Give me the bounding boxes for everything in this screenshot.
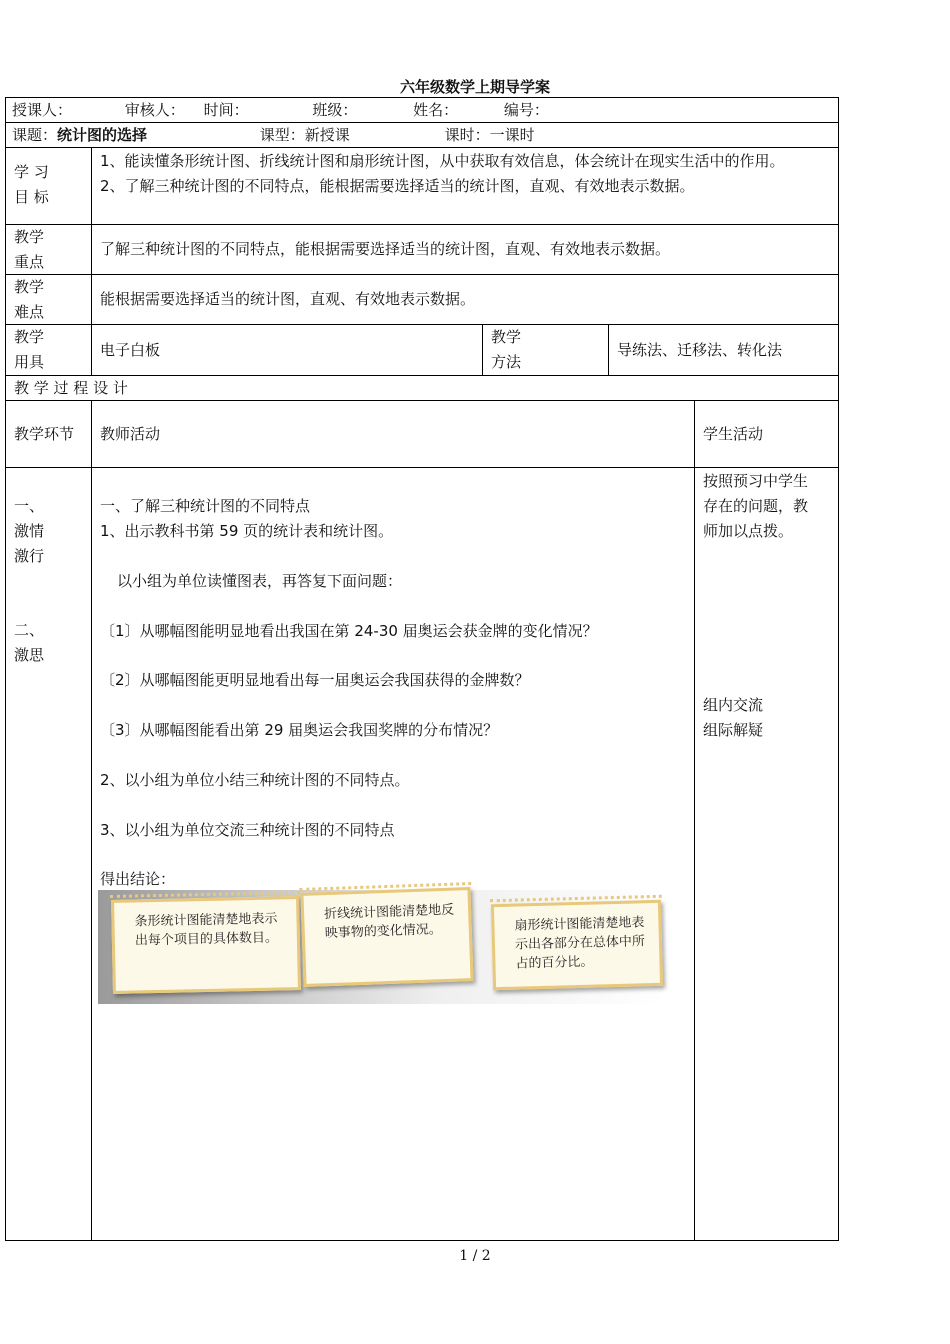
col-header-student: 学生活动 xyxy=(703,425,764,443)
line-chart-card xyxy=(300,887,473,987)
course-hours: 课时：一课时 xyxy=(444,126,535,144)
student-activity-line: 组内交流 xyxy=(703,696,764,714)
question-3: 〔3〕从哪幅图能看出第 29 届奥运会我国奖牌的分布情况？ xyxy=(100,721,499,739)
col-header-stage: 教学环节 xyxy=(14,425,75,443)
tools-label xyxy=(14,325,84,375)
time-label: 时间： xyxy=(203,101,249,119)
topic-label: 课题： xyxy=(12,126,58,144)
objectives-content xyxy=(100,149,832,199)
stage-one xyxy=(14,494,84,569)
tools-label-line2: 用具 xyxy=(14,353,45,371)
col-divider xyxy=(482,324,483,375)
activity-group-read: 以小组为单位读懂图表，再答复下面问题： xyxy=(117,572,403,590)
student-activity-line: 师加以点拨。 xyxy=(703,522,794,540)
student-activity-discussion xyxy=(703,693,833,743)
question-2: 〔2〕从哪幅图能更明显地看出每一届奥运会我国获得的金牌数？ xyxy=(100,671,530,689)
key-point-label xyxy=(14,225,84,275)
bar-chart-card-text: 条形统计图能清楚地表示出每个项目的具体数目。 xyxy=(134,911,279,949)
header-row xyxy=(12,98,832,122)
row-divider xyxy=(5,467,839,468)
page-number: 1 / 2 xyxy=(459,1248,491,1264)
line-chart-card-text: 折线统计图能清楚地反映事物的变化情况。 xyxy=(323,902,455,942)
difficulty-label xyxy=(14,275,84,325)
method-label xyxy=(491,325,601,375)
objective-item: 2、了解三种统计图的不同特点，能根据需要选择适当的统计图，直观、有效地表示数据。 xyxy=(100,177,695,195)
key-point-label-line2: 重点 xyxy=(14,253,45,271)
method-value: 导练法、迁移法、转化法 xyxy=(617,341,783,359)
tools-label-line1: 教学 xyxy=(14,328,45,346)
course-type: 课型：新授课 xyxy=(259,126,350,144)
pie-chart-card xyxy=(491,900,663,990)
student-activity-guidance xyxy=(703,469,833,544)
activity-step2: 2、以小组为单位小结三种统计图的不同特点。 xyxy=(100,771,410,789)
document-title: 六年级数学上期导学案 xyxy=(399,78,550,96)
difficulty-label-line2: 难点 xyxy=(14,303,45,321)
col-divider xyxy=(91,400,92,1241)
number-label: 编号： xyxy=(503,101,549,119)
student-activity-line: 存在的问题，教 xyxy=(703,497,809,515)
class-label: 班级： xyxy=(312,101,358,119)
tools-value: 电子白板 xyxy=(100,341,161,359)
process-title: 教 学 过 程 设 计 xyxy=(14,379,128,397)
difficulty-label-line1: 教学 xyxy=(14,278,45,296)
key-point-label-line1: 教学 xyxy=(14,228,45,246)
stage-two-line: 激思 xyxy=(14,646,45,664)
question-1: 〔1〕从哪幅图能明显地看出我国在第 24-30 届奥运会获金牌的变化情况？ xyxy=(100,622,598,640)
stage-one-number: 一、 xyxy=(14,497,45,515)
objectives-label-line1: 学 习 xyxy=(14,163,49,181)
col-divider xyxy=(91,147,92,375)
key-point-text: 了解三种统计图的不同特点，能根据需要选择适当的统计图，直观、有效地表示数据。 xyxy=(100,240,671,258)
objectives-label xyxy=(14,160,84,210)
topic-value: 统计图的选择 xyxy=(57,126,148,144)
activity-step3: 3、以小组为单位交流三种统计图的不同特点 xyxy=(100,821,395,839)
conclusion-image xyxy=(98,890,664,1004)
name-label: 姓名： xyxy=(413,101,459,119)
difficulty-text: 能根据需要选择适当的统计图，直观、有效地表示数据。 xyxy=(100,290,476,308)
col-divider xyxy=(608,324,609,375)
method-label-line2: 方法 xyxy=(491,353,522,371)
pie-chart-card-text: 扇形统计图能清楚地表示出各部分在总体中所占的百分比。 xyxy=(514,915,646,972)
bar-chart-card xyxy=(111,896,301,994)
col-header-teacher: 教师活动 xyxy=(100,425,161,443)
activity-step1: 1、出示教科书第 59 页的统计表和统计图。 xyxy=(100,522,394,540)
activity-heading: 一、了解三种统计图的不同特点 xyxy=(100,497,311,515)
stage-two-number: 二、 xyxy=(14,621,45,639)
stage-one-line: 激情 xyxy=(14,522,45,540)
row-divider xyxy=(5,224,839,225)
objective-item: 1、能读懂条形统计图、折线统计图和扇形统计图，从中获取有效信息，体会统计在现实生活中的作用。 xyxy=(100,152,785,170)
student-activity-line: 按照预习中学生 xyxy=(703,472,809,490)
student-activity-line: 组际解疑 xyxy=(703,721,764,739)
method-label-line1: 教学 xyxy=(491,328,522,346)
objectives-label-line2: 目 标 xyxy=(14,188,49,206)
row-divider xyxy=(5,324,839,325)
stage-two xyxy=(14,618,84,668)
row-divider xyxy=(5,274,839,275)
conclusion-label: 得出结论： xyxy=(100,870,176,888)
stage-one-line: 激行 xyxy=(14,547,45,565)
course-row xyxy=(12,123,832,147)
reviewer-label: 审核人： xyxy=(124,101,185,119)
teacher-label: 授课人： xyxy=(12,101,73,119)
col-divider xyxy=(694,400,695,1241)
